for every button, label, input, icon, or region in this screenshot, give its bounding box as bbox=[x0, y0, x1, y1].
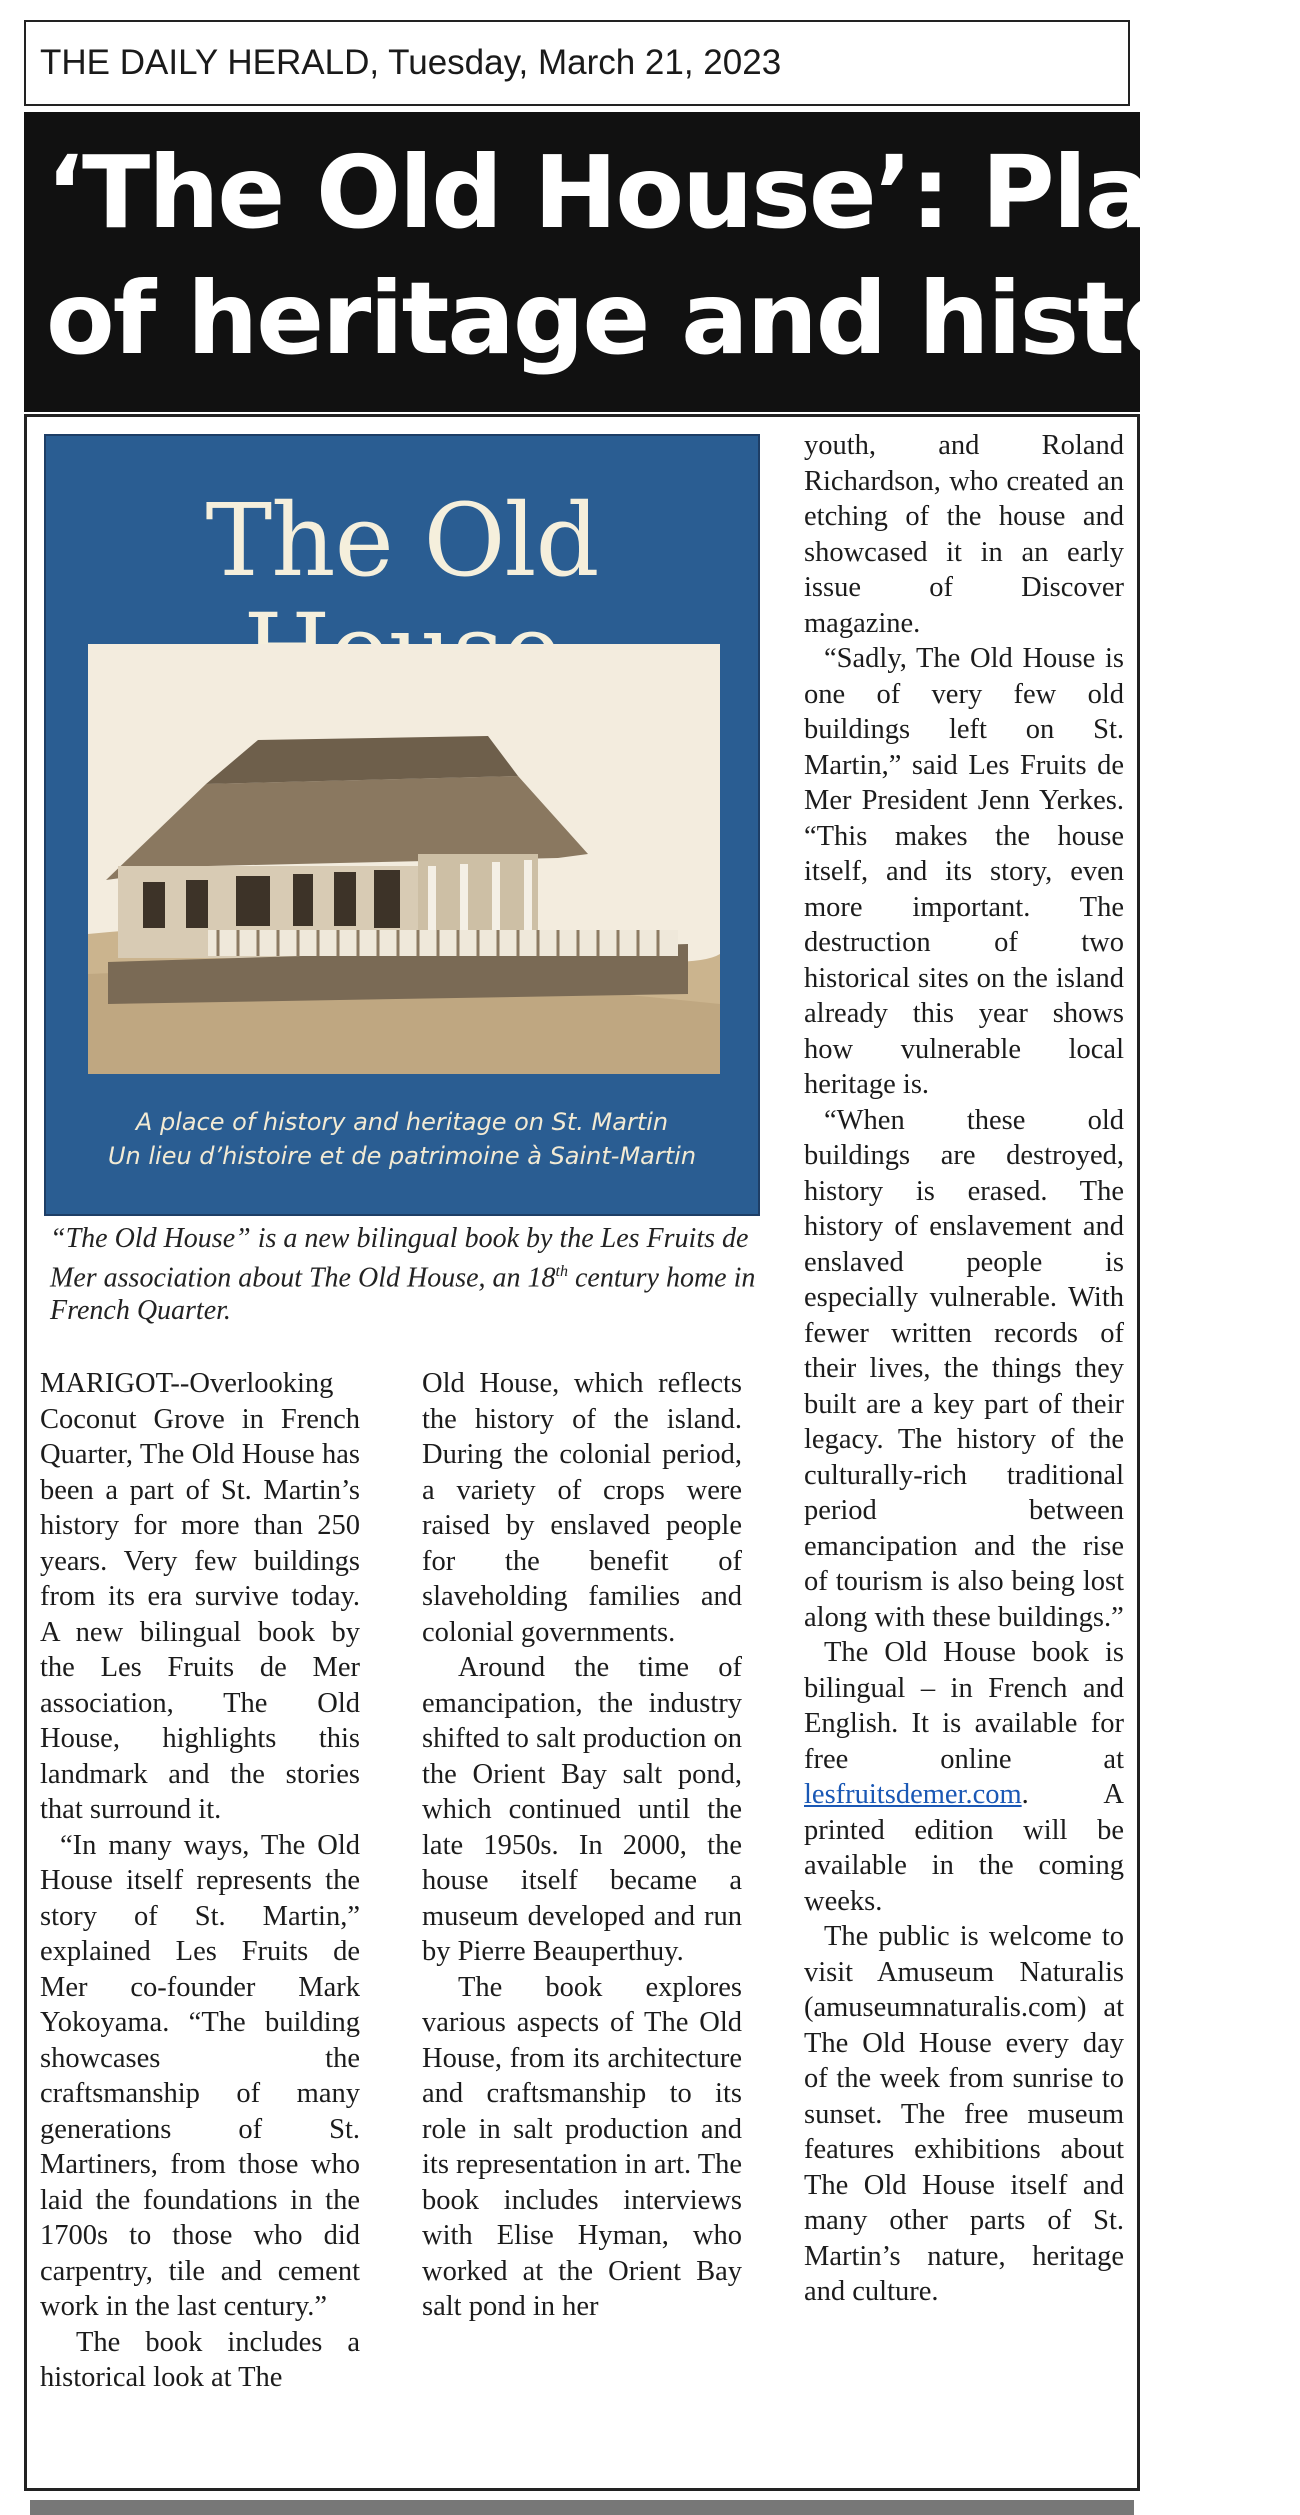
paragraph: Around the time of emancipation, the industry shifted to salt production on the Orient Bay salt pond, which continued until the late 1950s. In 2000, the house itself became a museum developed and run by Pierre Beauperthuy. bbox=[422, 1652, 742, 1967]
paragraph: “Sadly, The Old House is one of very few old buildings left on St. Martin,” said Les Fruits de Mer President Jenn Yerkes. “This makes the house itself, and its story, even more important. The destruction of two historical sites on the island already this year shows how vulnerable local heritage is. bbox=[804, 643, 1124, 1100]
headline-line-2: of heritage and history bbox=[46, 260, 1300, 377]
paragraph: “When these old buildings are destroyed, history is erased. The history of enslavement and enslaved people is especially vulnerable. With fewer written records of their lives, the things they built are a key part of their legacy. The history of the culturally-rich traditional period between emancipation and the rise of tourism is also being lost along with these buildings.” bbox=[804, 1104, 1124, 1633]
paragraph: “In many ways, The Old House itself represents the story of St. Martin,” explained Les Fruits de Mer co-founder Mark Yokoyama. “The building showcases the craftsmanship of many generations of St. Martiners, from those who laid the foundations in the 1700s to those who did carpentry, tile and cement work in the last century.” bbox=[40, 1829, 360, 2322]
dateline bbox=[24, 20, 1130, 106]
cover-title: The Old bbox=[205, 482, 599, 599]
paragraph-text: . A printed edition will be available in the coming weeks. bbox=[804, 1779, 1124, 1917]
caption-text: “The Old House” is a new bilingual book by the Les Fruits de Mer association about The Old House, an 18 bbox=[50, 1223, 749, 1294]
paragraph bbox=[804, 1635, 1124, 1919]
photo-caption bbox=[50, 1222, 760, 1327]
headline-banner bbox=[24, 112, 1300, 412]
paragraph-text: The Old House book is bilingual – in French and English. It is available for free online at bbox=[804, 1637, 1124, 1775]
cover-subtitle-english: A place of history and heritage on St. Martin bbox=[135, 1108, 669, 1136]
caption-text-end: century home in French Quarter. bbox=[50, 1262, 756, 1327]
dateline-text: THE DAILY HERALD, Tuesday, March 21, 2023 bbox=[40, 43, 782, 82]
caption-superscript: th bbox=[555, 1263, 568, 1280]
book-cover-image bbox=[44, 434, 760, 1216]
website-link[interactable]: lesfruitsdemer.com bbox=[804, 1779, 1022, 1810]
cover-subtitle-french: Un lieu d’histoire et de patrimoine à Saint-Martin bbox=[107, 1142, 697, 1170]
paragraph: Old House, which reflects the history of the island. During the colonial period, a variety of crops were raised by enslaved people for the benefit of slaveholding families and colonial governments. bbox=[422, 1368, 742, 1648]
paragraph: youth, and Roland Richardson, who created an etching of the house and showcased it in an early issue of Discover magazine. bbox=[804, 430, 1124, 639]
article-column-2 bbox=[422, 1366, 742, 2325]
headline-line-1: ‘The Old House’: Place bbox=[46, 134, 1274, 251]
headline bbox=[46, 130, 1300, 382]
paragraph: The book includes a historical look at The bbox=[40, 2326, 360, 2393]
house-photo bbox=[88, 644, 720, 1074]
article-column-3 bbox=[804, 428, 1124, 2310]
paragraph: The book explores various aspects of The Old House, from its architecture and craftsmanship to its role in salt production and its representation in art. The book includes interviews with Elise Hyman, who worked at the Orient Bay salt pond in her bbox=[422, 1971, 742, 2322]
article-column-1 bbox=[40, 1366, 360, 2396]
paragraph: MARIGOT--Overlooking Coconut Grove in French Quarter, The Old House has been a part of St. Martin’s history for more than 250 years. Very few buildings from its era survive today. A new bilingual book by the Les Fruits de Mer association, The Old House, highlights this landmark and the stories that surround it. bbox=[40, 1368, 360, 1825]
page-bottom-rule bbox=[30, 2500, 1134, 2515]
house-illustration bbox=[88, 644, 720, 1074]
paragraph: The public is welcome to visit Amuseum Naturalis (amuseumnaturalis.com) at The Old House every day of the week from sunrise to sunset. The free museum features exhibitions about The Old House itself and many other parts of St. Martin’s nature, heritage and culture. bbox=[804, 1921, 1124, 2307]
